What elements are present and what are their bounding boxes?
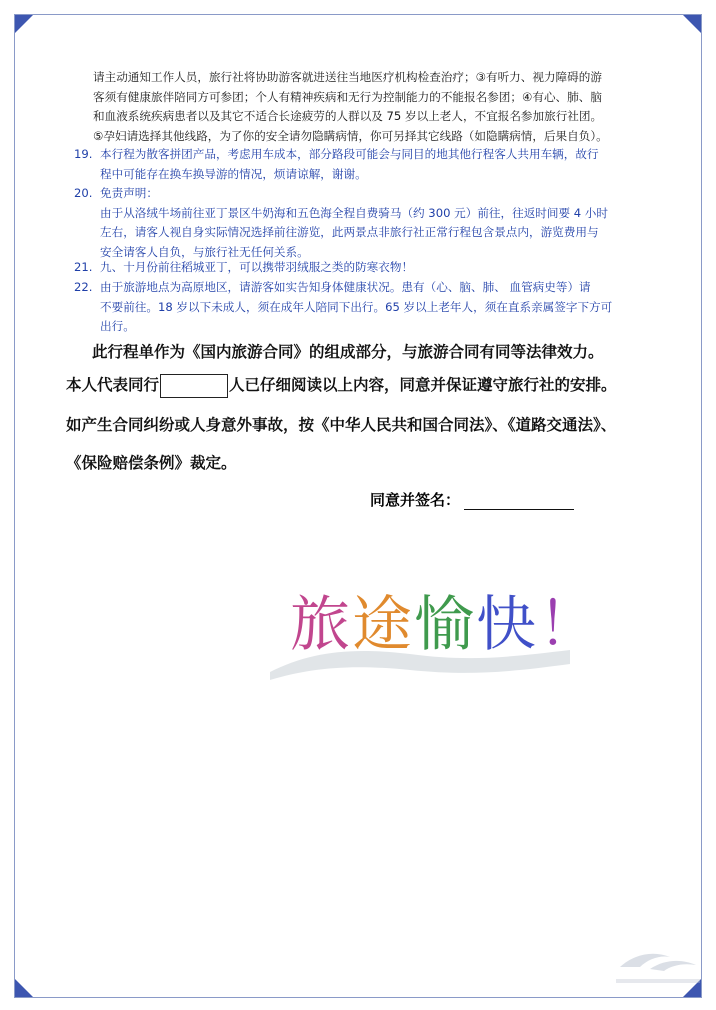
note-item-19 [74,145,654,184]
item-line: 左右，请客人视自身实际情况选择前往游览，此两景点非旅行社正常行程包含景点内，游览费用与 [100,225,599,239]
wordart-char: 途 [352,590,414,660]
wordart-char: 愉 [414,590,476,660]
signature-label: 同意并签名： [370,491,461,509]
notice-line: 和血液系统疾病患者以及其它不适合长途疲劳的人群以及 75 岁以上老人，不宜报名参加旅行社团。 [93,109,603,123]
corner-decoration-top-left [15,15,33,33]
note-item-22 [74,278,654,337]
statement-line-1: 此行程单作为《国内旅游合同》的组成部分，与旅游合同有同等法律效力。 [92,342,604,361]
item-line: 由于从洛绒牛场前往亚丁景区牛奶海和五色海全程自费骑马（约 300 元）前往，往返时间要 4 小时 [100,205,608,220]
item-line: 出行。 [100,319,135,333]
signature-row [370,489,574,510]
item-line: 由于旅游地点为高原地区，请游客如实告知身体健康状况。患有（心、脑、肺、 血管病史等）请 [100,280,591,294]
health-notice-continuation [93,68,653,146]
note-item-20 [74,184,654,262]
item-line: 程中可能存在换车换导游的情况，烦请谅解，谢谢。 [100,166,367,181]
wordart-char: 快 [476,590,538,660]
signature-field[interactable] [464,491,574,510]
statement-line-3: 如产生合同纠纷或人身意外事故，按《中华人民共和国合同法》、《道路交通法》、 [66,415,617,434]
companion-count-field[interactable] [160,374,228,398]
item-line: 免责声明： [100,186,158,200]
item-number: 19. [74,147,93,161]
item-line: 安全请客人自负，与旅行社无任何关系。 [100,244,309,259]
item-line: 本行程为散客拼团产品，考虑用车成本，部分路段可能会与同目的地其他行程客人共用车辆，故行 [100,147,599,161]
item-number: 20. [74,186,93,200]
note-item-21 [74,258,654,278]
item-line: 九、十月份前往稻城亚丁，可以携带羽绒服之类的防寒衣物！ [100,260,414,274]
notice-line: 请主动通知工作人员，旅行社将协助游客就进送往当地医疗机构检查治疗；③有听力、视力障碍的游 [93,70,602,84]
item-line: 不要前往。18 岁以下未成人，须在成年人陪同下出行。65 岁以上老年人，须在直系亲属签字下方可 [100,299,613,314]
corner-decoration-bottom-left [15,979,33,997]
statement-prefix: 本人代表同行 [66,375,160,394]
corner-decoration-top-right [683,15,701,33]
statement-line-4: 《保险赔偿条例》裁定。 [66,453,237,472]
statement-line-2 [66,373,617,398]
item-number: 21. [74,260,93,274]
item-number: 22. [74,280,93,294]
wordart-char: 旅 [290,590,352,660]
logo-watermark-icon [610,945,706,991]
wordart-char: ！ [538,590,600,660]
notice-line: 客须有健康旅伴陪同方可参团；个人有精神疾病和无行为控制能力的不能报名参团；④有心、肺、脑 [93,89,602,104]
notice-line: ⑤孕妇请选择其他线路，为了你的安全请勿隐瞒病情，你可另择其它线路（如隐瞒病情，后果自负）。 [93,128,608,143]
statement-suffix: 人已仔细阅读以上内容，同意并保证遵守旅行社的安排。 [229,375,617,394]
wordart-travel-greeting [290,590,600,660]
